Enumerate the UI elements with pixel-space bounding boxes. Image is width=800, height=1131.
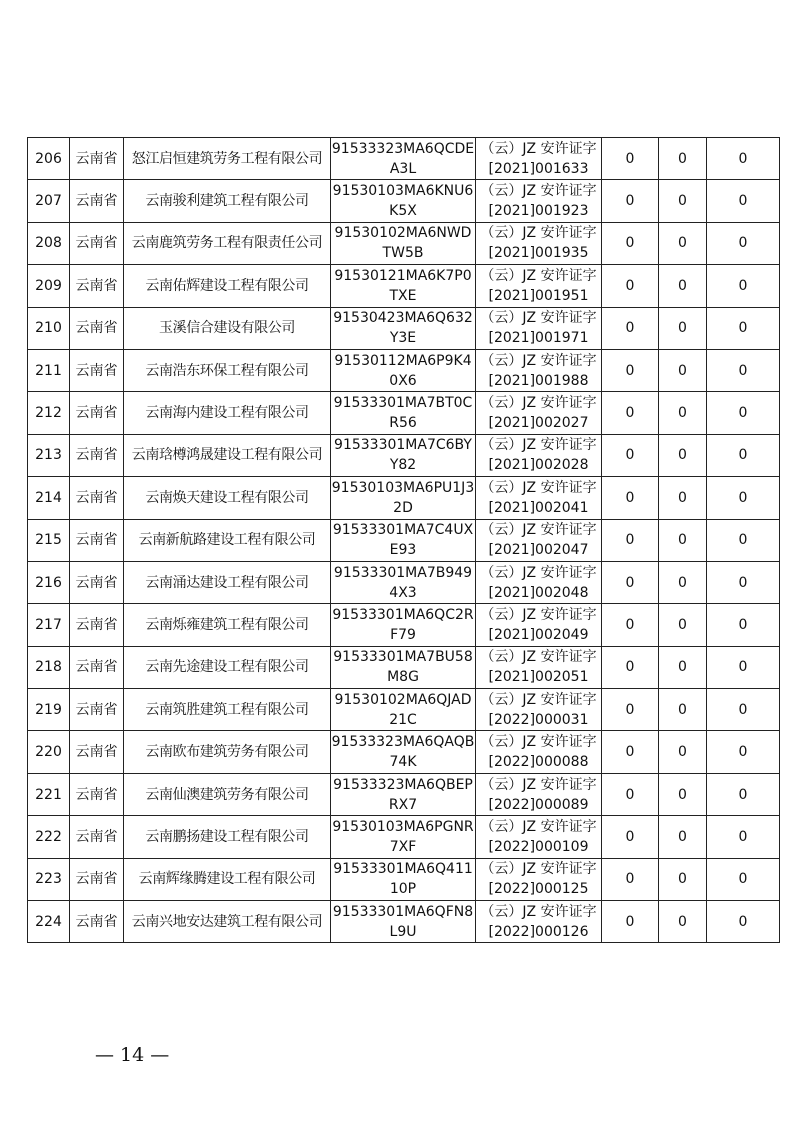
province: 云南省 [70, 901, 124, 943]
credit-code-line-1: 91530103MA6KNU6 [332, 183, 474, 200]
credit-code-line-2: 0X6 [389, 372, 417, 389]
credit-code-line-1: 91533301MA7C4UX [332, 522, 474, 539]
table-row [28, 773, 780, 815]
row-number: 217 [28, 604, 70, 646]
row-number: 222 [28, 816, 70, 858]
row-number: 216 [28, 561, 70, 603]
province: 云南省 [70, 519, 124, 561]
row-number: 214 [28, 477, 70, 519]
license-line-2: [2021]001935 [488, 245, 589, 262]
count-1: 0 [602, 265, 659, 307]
license-line-1: （云）JZ 安许证字 [480, 395, 597, 412]
count-1: 0 [602, 349, 659, 391]
province: 云南省 [70, 180, 124, 222]
count-3: 0 [707, 307, 780, 349]
credit-code-line-2: 10P [389, 881, 417, 898]
row-number: 207 [28, 180, 70, 222]
credit-code-line-1: 91533301MA7BU58 [333, 649, 473, 666]
license-number [476, 604, 602, 646]
count-3: 0 [707, 858, 780, 900]
company-name: 云南鹏扬建设工程有限公司 [124, 816, 331, 858]
province: 云南省 [70, 858, 124, 900]
company-name: 云南骏利建筑工程有限公司 [124, 180, 331, 222]
credit-code [331, 307, 476, 349]
company-name: 云南海内建设工程有限公司 [124, 392, 331, 434]
table-row [28, 434, 780, 476]
credit-code-line-2: 2D [393, 499, 413, 516]
credit-code [331, 561, 476, 603]
row-number: 211 [28, 349, 70, 391]
license-line-2: [2021]002049 [488, 626, 589, 643]
row-number: 224 [28, 901, 70, 943]
province: 云南省 [70, 434, 124, 476]
license-line-1: （云）JZ 安许证字 [480, 818, 597, 835]
count-1: 0 [602, 222, 659, 264]
count-2: 0 [659, 689, 707, 731]
count-3: 0 [707, 138, 780, 180]
count-2: 0 [659, 349, 707, 391]
row-number: 209 [28, 265, 70, 307]
license-line-2: [2022]000126 [488, 923, 589, 940]
row-number: 221 [28, 773, 70, 815]
count-3: 0 [707, 222, 780, 264]
company-name: 云南辉缘腾建设工程有限公司 [124, 858, 331, 900]
license-number [476, 561, 602, 603]
table-row [28, 265, 780, 307]
license-line-2: [2021]002041 [488, 499, 589, 516]
table-row [28, 901, 780, 943]
license-line-1: （云）JZ 安许证字 [480, 437, 597, 454]
license-line-2: [2021]002051 [488, 669, 589, 686]
credit-code-line-2: 4X3 [389, 584, 417, 601]
credit-code-line-1: 91530103MA6PU1J3 [331, 479, 475, 496]
count-2: 0 [659, 816, 707, 858]
credit-code-line-1: 91530423MA6Q632 [333, 310, 473, 327]
credit-code [331, 604, 476, 646]
table-row [28, 519, 780, 561]
table-row [28, 307, 780, 349]
table-row [28, 604, 780, 646]
credit-code-line-1: 91533301MA7BT0C [333, 395, 473, 412]
credit-code [331, 138, 476, 180]
license-line-1: （云）JZ 安许证字 [480, 310, 597, 327]
count-3: 0 [707, 773, 780, 815]
license-line-2: [2021]002027 [488, 415, 589, 432]
table-row [28, 816, 780, 858]
province: 云南省 [70, 392, 124, 434]
company-name: 云南兴地安达建筑工程有限公司 [124, 901, 331, 943]
credit-code-line-2: 7XF [389, 838, 417, 855]
credit-code [331, 731, 476, 773]
row-number: 219 [28, 689, 70, 731]
count-3: 0 [707, 349, 780, 391]
count-2: 0 [659, 180, 707, 222]
license-line-2: [2021]002047 [488, 542, 589, 559]
license-line-1: （云）JZ 安许证字 [480, 861, 597, 878]
license-line-1: （云）JZ 安许证字 [480, 267, 597, 284]
count-1: 0 [602, 392, 659, 434]
province: 云南省 [70, 349, 124, 391]
company-name: 云南浩东环保工程有限公司 [124, 349, 331, 391]
license-number [476, 477, 602, 519]
row-number: 208 [28, 222, 70, 264]
credit-code-line-2: TXE [389, 287, 417, 304]
license-number [476, 265, 602, 307]
count-3: 0 [707, 646, 780, 688]
license-line-1: （云）JZ 安许证字 [480, 479, 597, 496]
province: 云南省 [70, 689, 124, 731]
credit-code [331, 265, 476, 307]
count-3: 0 [707, 689, 780, 731]
license-line-1: （云）JZ 安许证字 [480, 522, 597, 539]
credit-code-line-1: 91530102MA6QJAD [334, 691, 472, 708]
count-2: 0 [659, 646, 707, 688]
credit-code-line-2: E93 [389, 542, 417, 559]
credit-code-line-1: 91533301MA6QC2R [332, 606, 474, 623]
license-number [476, 901, 602, 943]
count-1: 0 [602, 519, 659, 561]
row-number: 220 [28, 731, 70, 773]
credit-code [331, 519, 476, 561]
license-number [476, 731, 602, 773]
license-line-1: （云）JZ 安许证字 [480, 352, 597, 369]
company-name: 云南琀樽鸿晟建设工程有限公司 [124, 434, 331, 476]
credit-code-line-1: 91530112MA6P9K4 [334, 352, 472, 369]
license-line-1: （云）JZ 安许证字 [480, 734, 597, 751]
license-line-1: （云）JZ 安许证字 [480, 903, 597, 920]
count-1: 0 [602, 816, 659, 858]
table-row [28, 689, 780, 731]
count-1: 0 [602, 434, 659, 476]
license-number [476, 816, 602, 858]
count-1: 0 [602, 307, 659, 349]
credit-code-line-2: Y82 [389, 457, 417, 474]
license-line-1: （云）JZ 安许证字 [480, 564, 597, 581]
license-line-2: [2022]000089 [488, 796, 589, 813]
row-number: 215 [28, 519, 70, 561]
count-3: 0 [707, 434, 780, 476]
company-name: 云南欧布建筑劳务有限公司 [124, 731, 331, 773]
license-number [476, 434, 602, 476]
count-2: 0 [659, 519, 707, 561]
credit-code-line-2: L9U [389, 923, 417, 940]
count-1: 0 [602, 858, 659, 900]
credit-code [331, 222, 476, 264]
license-line-1: （云）JZ 安许证字 [480, 606, 597, 623]
count-2: 0 [659, 901, 707, 943]
province: 云南省 [70, 222, 124, 264]
company-name: 云南焕天建设工程有限公司 [124, 477, 331, 519]
table-row [28, 477, 780, 519]
license-number [476, 689, 602, 731]
credit-code [331, 901, 476, 943]
table-row [28, 138, 780, 180]
count-3: 0 [707, 816, 780, 858]
count-2: 0 [659, 392, 707, 434]
province: 云南省 [70, 604, 124, 646]
license-number [476, 307, 602, 349]
count-2: 0 [659, 858, 707, 900]
table-row [28, 646, 780, 688]
count-3: 0 [707, 901, 780, 943]
license-line-2: [2021]001633 [488, 160, 589, 177]
company-name: 云南筑胜建筑工程有限公司 [124, 689, 331, 731]
count-3: 0 [707, 731, 780, 773]
credit-code [331, 689, 476, 731]
license-number [476, 138, 602, 180]
table-row [28, 392, 780, 434]
table-row [28, 180, 780, 222]
license-line-2: [2021]002048 [488, 584, 589, 601]
count-3: 0 [707, 519, 780, 561]
license-line-2: [2022]000031 [488, 711, 589, 728]
province: 云南省 [70, 646, 124, 688]
credit-code-line-2: A3L [389, 160, 417, 177]
count-1: 0 [602, 138, 659, 180]
table-body [28, 138, 780, 943]
credit-code [331, 773, 476, 815]
table-row [28, 731, 780, 773]
company-name: 云南鹿筑劳务工程有限责任公司 [124, 222, 331, 264]
count-2: 0 [659, 731, 707, 773]
credit-code-line-1: 91530121MA6K7P0 [334, 267, 472, 284]
count-3: 0 [707, 561, 780, 603]
credit-code-line-1: 91533301MA6QFN8 [332, 903, 474, 920]
company-name: 云南仙澳建筑劳务有限公司 [124, 773, 331, 815]
license-line-1: （云）JZ 安许证字 [480, 140, 597, 157]
row-number: 213 [28, 434, 70, 476]
credit-code [331, 392, 476, 434]
count-3: 0 [707, 392, 780, 434]
count-2: 0 [659, 222, 707, 264]
count-3: 0 [707, 477, 780, 519]
company-name: 云南涌达建设工程有限公司 [124, 561, 331, 603]
count-1: 0 [602, 180, 659, 222]
license-line-2: [2022]000125 [488, 881, 589, 898]
credit-code-line-2: Y3E [389, 330, 417, 347]
credit-code-line-2: RX7 [388, 796, 418, 813]
province: 云南省 [70, 477, 124, 519]
row-number: 223 [28, 858, 70, 900]
license-line-2: [2021]001971 [488, 330, 589, 347]
table-row [28, 858, 780, 900]
company-name: 云南佑辉建设工程有限公司 [124, 265, 331, 307]
count-2: 0 [659, 138, 707, 180]
count-2: 0 [659, 307, 707, 349]
row-number: 218 [28, 646, 70, 688]
credit-code-line-2: 74K [389, 754, 417, 771]
license-line-1: （云）JZ 安许证字 [480, 225, 597, 242]
credit-code-line-1: 91533301MA7C6BY [334, 437, 472, 454]
license-line-1: （云）JZ 安许证字 [480, 691, 597, 708]
credit-code-line-2: 21C [389, 711, 417, 728]
row-number: 212 [28, 392, 70, 434]
count-2: 0 [659, 604, 707, 646]
province: 云南省 [70, 138, 124, 180]
credit-code-line-2: F79 [390, 626, 416, 643]
license-line-2: [2021]002028 [488, 457, 589, 474]
credit-code [331, 646, 476, 688]
row-number: 210 [28, 307, 70, 349]
license-line-1: （云）JZ 安许证字 [480, 649, 597, 666]
credit-code [331, 816, 476, 858]
credit-code [331, 180, 476, 222]
count-2: 0 [659, 773, 707, 815]
credit-code-line-1: 91533323MA6QAQB [331, 734, 475, 751]
credit-code-line-2: R56 [389, 415, 417, 432]
company-name: 玉溪信合建设有限公司 [124, 307, 331, 349]
count-2: 0 [659, 561, 707, 603]
credit-code-line-1: 91533301MA7B949 [333, 564, 473, 581]
credit-code-line-2: M8G [387, 669, 419, 686]
province: 云南省 [70, 561, 124, 603]
credit-code [331, 477, 476, 519]
count-3: 0 [707, 604, 780, 646]
province: 云南省 [70, 816, 124, 858]
license-number [476, 646, 602, 688]
license-number [476, 222, 602, 264]
credit-code-line-1: 91530102MA6NWD [334, 225, 472, 242]
license-number [476, 392, 602, 434]
license-number [476, 180, 602, 222]
province: 云南省 [70, 265, 124, 307]
company-name: 云南烁雍建筑工程有限公司 [124, 604, 331, 646]
table-row [28, 561, 780, 603]
page-number: — 14 — [95, 1044, 170, 1066]
count-1: 0 [602, 689, 659, 731]
license-line-2: [2021]001923 [488, 203, 589, 220]
license-line-2: [2021]001988 [488, 372, 589, 389]
count-2: 0 [659, 477, 707, 519]
license-number [476, 858, 602, 900]
enterprise-table [27, 137, 780, 943]
license-line-1: （云）JZ 安许证字 [480, 183, 597, 200]
province: 云南省 [70, 307, 124, 349]
count-1: 0 [602, 477, 659, 519]
count-1: 0 [602, 646, 659, 688]
table-row [28, 349, 780, 391]
row-number: 206 [28, 138, 70, 180]
license-line-2: [2022]000109 [488, 838, 589, 855]
credit-code [331, 858, 476, 900]
license-line-2: [2021]001951 [488, 287, 589, 304]
credit-code [331, 434, 476, 476]
credit-code-line-1: 91533323MA6QCDE [331, 140, 475, 157]
credit-code-line-2: TW5B [382, 245, 424, 262]
count-1: 0 [602, 561, 659, 603]
credit-code-line-2: K5X [389, 203, 417, 220]
count-1: 0 [602, 604, 659, 646]
count-2: 0 [659, 265, 707, 307]
license-line-2: [2022]000088 [488, 754, 589, 771]
count-1: 0 [602, 731, 659, 773]
count-1: 0 [602, 901, 659, 943]
count-2: 0 [659, 434, 707, 476]
license-line-1: （云）JZ 安许证字 [480, 776, 597, 793]
company-name: 怒江启恒建筑劳务工程有限公司 [124, 138, 331, 180]
count-3: 0 [707, 265, 780, 307]
license-number [476, 349, 602, 391]
license-number [476, 773, 602, 815]
credit-code [331, 349, 476, 391]
table-row [28, 222, 780, 264]
count-3: 0 [707, 180, 780, 222]
credit-code-line-1: 91533323MA6QBEP [333, 776, 473, 793]
license-number [476, 519, 602, 561]
count-1: 0 [602, 773, 659, 815]
credit-code-line-1: 91533301MA6Q411 [333, 861, 473, 878]
credit-code-line-1: 91530103MA6PGNR [332, 818, 474, 835]
company-name: 云南新航路建设工程有限公司 [124, 519, 331, 561]
province: 云南省 [70, 773, 124, 815]
company-name: 云南先途建设工程有限公司 [124, 646, 331, 688]
province: 云南省 [70, 731, 124, 773]
